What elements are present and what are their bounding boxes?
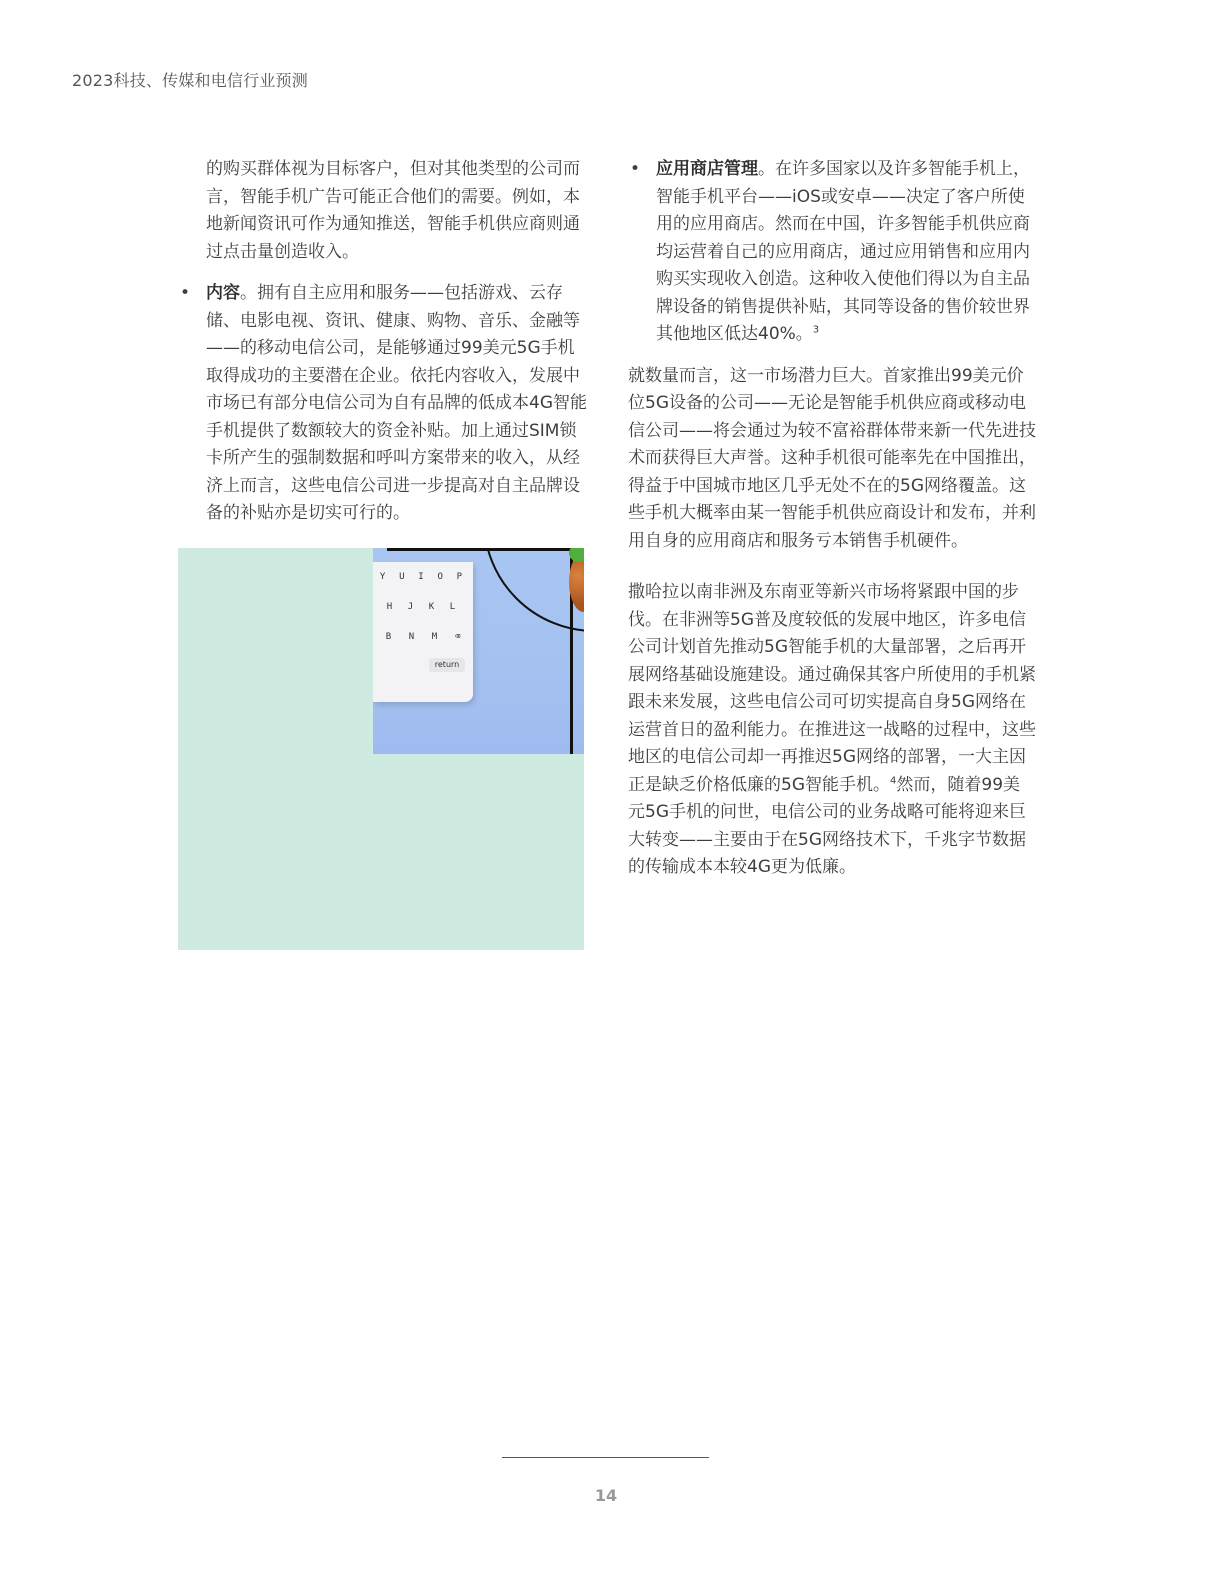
keyboard-key: O: [437, 572, 443, 582]
keyboard-key: L: [449, 602, 456, 612]
footnote-marker: 4: [890, 774, 897, 786]
intro-continuation: 的购买群体视为目标客户，但对其他类型的公司而言，智能手机广告可能正合他们的需要。例如，本地新闻资讯可作为通知推送，智能手机供应商则通过点击量创造收入。: [206, 159, 580, 262]
body-paragraph: 就数量而言，这一市场潜力巨大。首家推出99美元价位5G设备的公司——无论是智能手机供应商或移动电信公司——将会通过为较不富裕群体带来新一代先进技术而获得巨大声誉。这种手机很可能率先在中国推出，得益于中国城市地区几乎无处不在的5G网络覆盖。这些手机大概率由某一智能手机供应商设计和发布，并利用自身的应用商店和服务亏本销售手机硬件。: [628, 365, 1036, 551]
keyboard-row: [373, 572, 469, 582]
bullet-text: 。在许多国家以及许多智能手机上，智能手机平台——iOS或安卓——决定了客户所使用的应用商店。然而在中国，许多智能手机供应商均运营着自己的应用商店，通过应用销售和应用内购买实现收入创造。这种收入使他们得以为自主品牌设备的销售提供补贴，其同等设备的售价较世界其他地区低达40%。: [656, 159, 1030, 344]
left-column: [178, 156, 588, 528]
right-column: [628, 156, 1036, 882]
footer-rule: [502, 1457, 709, 1458]
keyboard-image: [373, 562, 473, 702]
body-text: 然而，随着99美元5G手机的问世，电信公司的业务战略可能将迎来巨大转变——主要由于在5G网络技术下，千兆字节数据的传输成本本较4G更为低廉。: [628, 774, 1026, 877]
keyboard-key: M: [431, 632, 438, 642]
keyboard-row: [377, 632, 469, 642]
page-number: 14: [594, 1486, 618, 1505]
footnote-marker: 3: [812, 324, 820, 336]
bullet-content: [178, 280, 588, 528]
bullet-appstore: [628, 156, 1036, 349]
bullet-term: 内容: [206, 283, 240, 303]
keyboard-key: H: [386, 602, 393, 612]
body-text: 撒哈拉以南非洲及东南亚等新兴市场将紧跟中国的步伐。在非洲等5G普及度较低的发展中地区，许多电信公司计划首先推动5G智能手机的大量部署，之后再开展网络基础设施建设。通过确保其客户所使用的手机紧跟未来发展，这些电信公司可切实提高自身5G网络在运营首日的盈利能力。在推进这一战略的过程中，这些地区的电信公司却一再推迟5G网络的部署，一大主因正是缺乏价格低廉的5G智能手机。: [628, 582, 1036, 795]
running-header: 2023科技、传媒和电信行业预测: [72, 71, 308, 90]
keyboard-key: K: [428, 602, 435, 612]
keyboard-key: J: [407, 602, 414, 612]
bullet-dot: •: [180, 283, 191, 303]
body-paragraph: [628, 579, 1036, 882]
bullet-dot: •: [630, 159, 641, 179]
bullet-term: 应用商店管理: [656, 159, 758, 179]
keyboard-key: I: [418, 572, 424, 582]
keyboard-key: B: [385, 632, 392, 642]
phone-edge: [387, 548, 584, 551]
keyboard-key: P: [456, 572, 463, 582]
keyboard-key: Y: [379, 572, 386, 582]
bullet-text: 。拥有自主应用和服务——包括游戏、云存储、电影电视、资讯、健康、购物、音乐、金融等——的移动电信公司，是能够通过99美元5G手机取得成功的主要潜在企业。依托内容收入，发展中市场已有部分电信公司为自有品牌的低成本4G智能手机提供了数额较大的资金补贴。加上通过SIM锁卡所产生的强制数据和呼叫方案带来的收入，从经济上而言，这些电信公司进一步提高对自主品牌设备的补贴亦是切实可行的。: [206, 283, 587, 523]
phone-keyboard-photo: [373, 548, 584, 754]
keyboard-key: U: [399, 572, 405, 582]
figure-panel: [178, 548, 584, 950]
keyboard-return-key: return: [429, 658, 465, 672]
keyboard-row: [379, 602, 463, 612]
keyboard-key: N: [408, 632, 415, 642]
keyboard-key: ⌫: [454, 632, 461, 642]
